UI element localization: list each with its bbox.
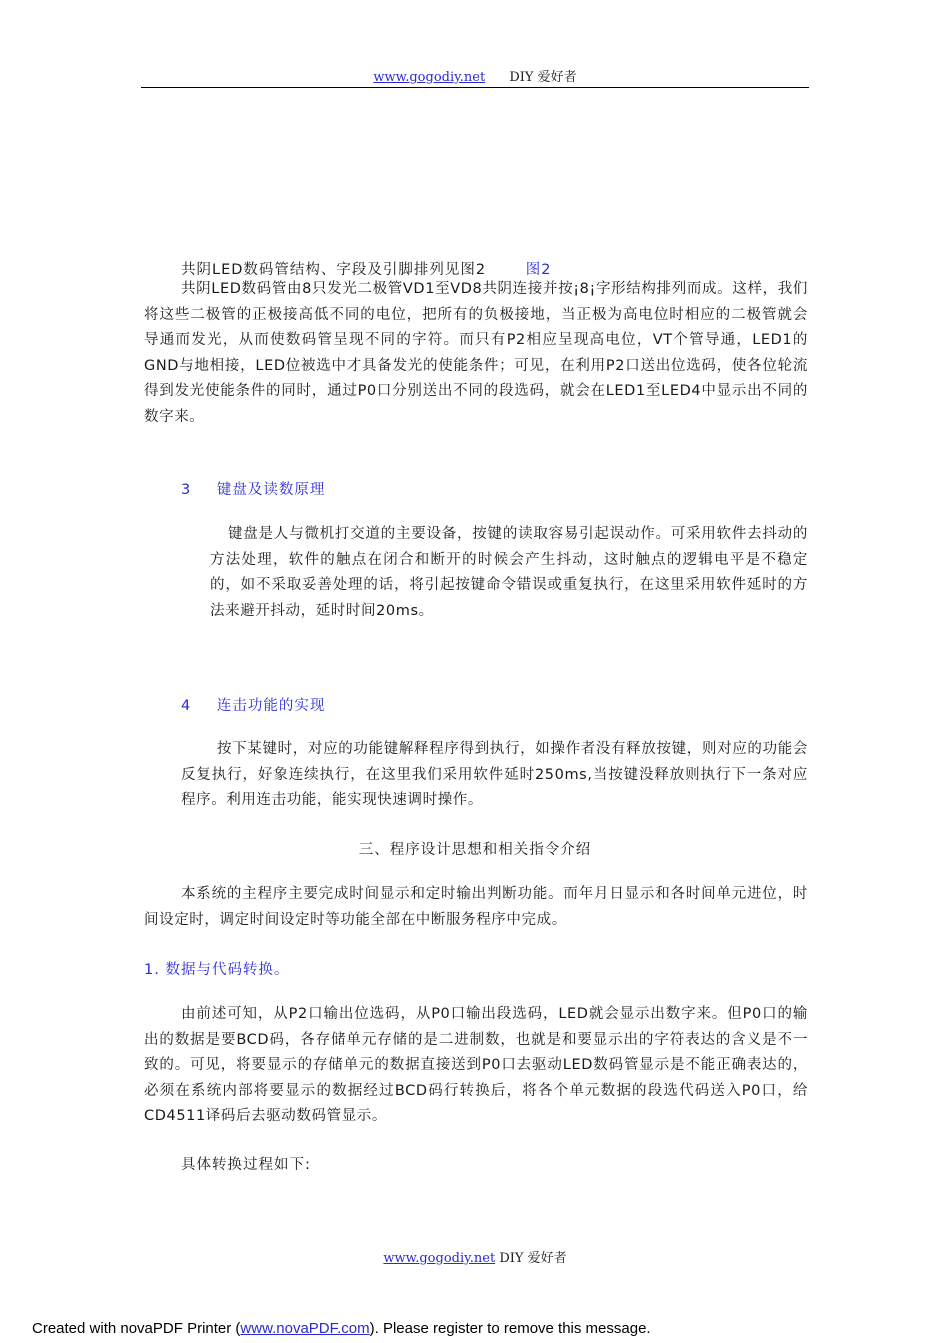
paragraph-keyboard: 键盘是人与微机打交道的主要设备，按键的读取容易引起误动作。可采用软件去抖动的方法处理，软件的触点在闭合和断开的时候会产生抖动，这时触点的逻辑电平是不稳定的，如不采取妥善处理的话，将引起按键命令错误或重复执行，在这里采用软件延时的方法来避开抖动，延时时间20ms。 [210, 526, 808, 619]
page-header [0, 66, 950, 85]
paragraph-repeat: 按下某键时，对应的功能键解释程序得到执行，如操作者没有释放按键，则对应的功能会反复执行，好象连续执行，在这里我们采用软件延时250ms,当按键没释放则执行下一条对应程序。利用连击功能，能实现快速调时操作。 [181, 741, 808, 808]
paragraph-process: 具体转换过程如下: [181, 1157, 311, 1173]
header-url-link[interactable]: www.gogodiy.net [373, 70, 486, 85]
section-4-title: 连击功能的实现 [216, 698, 326, 714]
figure-link[interactable]: 图2 [525, 262, 552, 278]
figure-caption [181, 258, 551, 279]
section-1-heading: 1. 数据与代码转换。 [144, 962, 290, 978]
watermark-suffix: ). Please register to remove this message. [369, 1320, 651, 1337]
footer-url-link[interactable]: www.gogodiy.net [383, 1251, 496, 1266]
paragraph-system: 本系统的主程序主要完成时间显示和定时输出判断功能。而年月日显示和各时间单元进位，时间设定时，调定时间设定时等功能全部在中断服务程序中完成。 [144, 886, 808, 928]
paragraph-convert: 由前述可知，从P2口输出位选码，从P0口输出段选码，LED就会显示出数字来。但P0口的输出的数据是要BCD码，各存储单元存储的是二进制数，也就是和要显示出的字符表达的含义是不一致的。可见，将要显示的存储单元的数据直接送到P0口去驱动LED数码管显示是不能正确表达的，必须在系统内部将要显示的数据经过BCD码行转换后，将各个单元数据的段选代码送入P0口，给CD4511译码后去驱动数码管显示。 [144, 1006, 808, 1124]
header-rule [141, 87, 809, 88]
paragraph-led: 共阴LED数码管由8只发光二极管VD1至VD8共阴连接并按¡8¡字形结构排列而成。这样，我们将这些二极管的正极接高低不同的电位，把所有的负极接地，当正极为高电位时相应的二极管就会导通而发光，从而使数码管呈现不同的字符。而只有P2相应呈现高电位，VT个管导通，LED1的GND与地相接，LED位被选中才具备发光的使能条件；可见，在利用P2口送出位选码，使各位轮流得到发光使能条件的同时，通过P0口分别送出不同的段选码，就会在LED1至LED4中显示出不同的数字来。 [144, 281, 808, 425]
figure-caption-text: 共阴LED数码管结构、字段及引脚排列见图2 [181, 262, 487, 278]
page-footer [0, 1247, 950, 1266]
section-3-heading [181, 478, 325, 499]
section-3-title: 键盘及读数原理 [216, 482, 326, 498]
watermark-prefix: Created with novaPDF Printer ( [32, 1320, 241, 1337]
header-site-name: DIY 爱好者 [509, 70, 577, 85]
section-3-number: 3 [181, 482, 192, 498]
watermark-link[interactable]: www.novaPDF.com [240, 1320, 370, 1337]
center-heading: 三、程序设计思想和相关指令介绍 [358, 842, 592, 858]
section-4-heading [181, 694, 325, 715]
printer-watermark [32, 1320, 651, 1337]
section-4-number: 4 [181, 698, 192, 714]
footer-site-name: DIY 爱好者 [495, 1251, 567, 1266]
